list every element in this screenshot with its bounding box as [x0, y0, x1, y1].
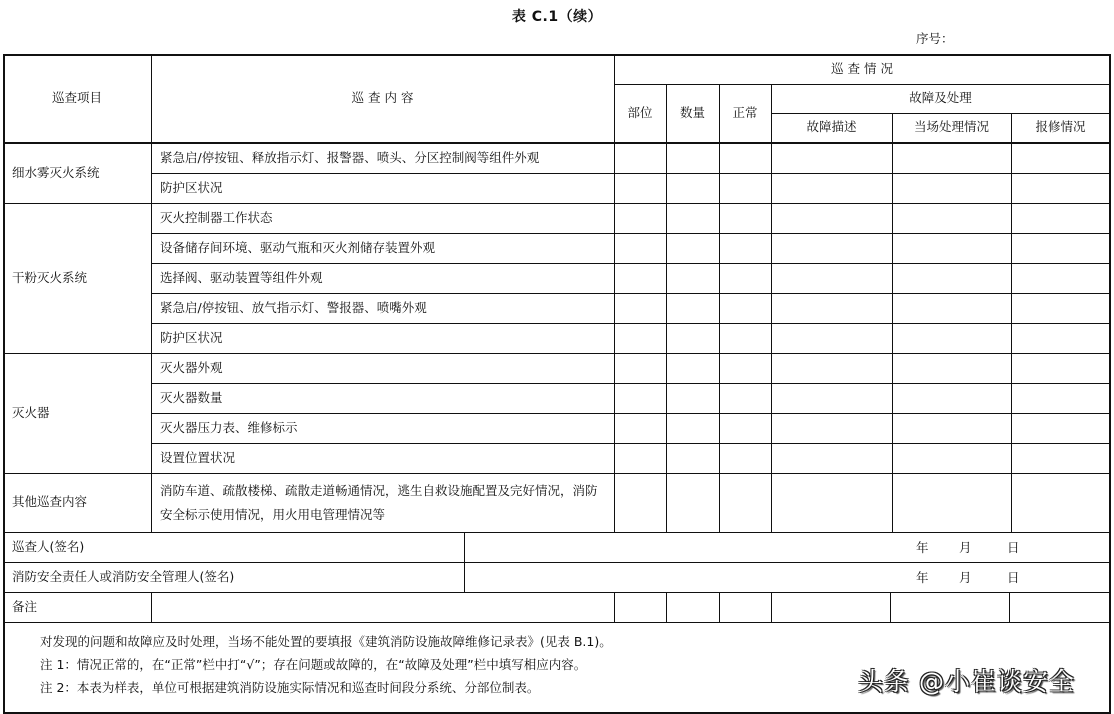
- divider: [890, 592, 891, 622]
- divider: [666, 592, 667, 622]
- inspection-row: 防护区状况: [160, 179, 223, 195]
- remarks-label: 备注: [12, 598, 38, 614]
- divider: [771, 84, 772, 532]
- group-fire-extinguisher: 灭火器: [12, 404, 50, 420]
- inspection-row: 灭火器压力表、维修标示: [160, 419, 298, 435]
- inspector-signature-label: 巡查人(签名): [12, 538, 85, 554]
- header-inspection-status: 巡 查 情 况: [831, 60, 893, 76]
- group-other-inspection: 其他巡查内容: [12, 494, 88, 510]
- group-dry-powder-system: 干粉灭火系统: [12, 269, 88, 285]
- inspection-row: 设备储存间环境、驱动气瓶和灭火剂储存装置外观: [160, 239, 436, 255]
- header-onsite-handling: 当场处理情况: [913, 119, 989, 135]
- inspection-row: 防护区状况: [160, 329, 223, 345]
- manager-date: [916, 568, 1020, 586]
- header-inspection-content: 巡 查 内 容: [351, 89, 414, 105]
- header-quantity: 数量: [679, 104, 705, 120]
- group-water-mist-system: 细水雾灭火系统: [12, 164, 100, 180]
- watermark: 头条 @小崔谈安全: [858, 667, 1075, 696]
- day-label: 日: [1007, 570, 1020, 585]
- divider: [771, 592, 772, 622]
- month-label: 月: [959, 540, 972, 555]
- remarks-field[interactable]: [151, 592, 614, 622]
- serial-number-label: 序号：: [916, 31, 954, 46]
- day-label: 日: [1007, 540, 1020, 555]
- divider: [614, 592, 615, 622]
- header-fault-description: 故障描述: [806, 119, 857, 135]
- note-2: 注 2：本表为样表，单位可根据建筑消防设施实际情况和巡查时间段分系统、分部位制表。: [40, 680, 540, 695]
- manager-signature-label: 消防安全责任人或消防安全管理人(签名): [12, 568, 235, 584]
- divider: [719, 592, 720, 622]
- inspection-row: 灭火控制器工作状态: [160, 209, 273, 225]
- header-fault-handling: 故障及处理: [909, 90, 972, 106]
- inspection-row: 灭火器数量: [160, 389, 223, 405]
- inspection-row: 紧急启/停按钮、释放指示灯、报警器、喷头、分区控制阀等组件外观: [160, 149, 540, 165]
- inspector-date: [916, 538, 1020, 556]
- inspection-row: 灭火器外观: [160, 359, 223, 375]
- inspection-row: 选择阀、驱动装置等组件外观: [160, 269, 323, 285]
- table-title: 表 C.1（续）: [511, 9, 603, 25]
- year-label: 年: [916, 540, 929, 555]
- divider: [719, 84, 720, 532]
- divider: [1009, 592, 1010, 622]
- notes-section: [40, 630, 612, 699]
- header-normal: 正常: [732, 104, 758, 120]
- note-general: 对发现的问题和故障应及时处理，当场不能处置的要填报《建筑消防设施故障维修记录表》(见表 B.1)。: [40, 634, 612, 649]
- year-label: 年: [916, 570, 929, 585]
- month-label: 月: [959, 570, 972, 585]
- divider: [3, 622, 1111, 623]
- inspection-row: 设置位置状况: [160, 449, 236, 465]
- header-location: 部位: [627, 104, 653, 120]
- note-1: 注 1：情况正常的，在“正常”栏中打“√”；存在问题或故障的，在“故障及处理”栏中填写相应内容。: [40, 657, 587, 672]
- header-repair-report: 报修情况: [1035, 119, 1086, 135]
- inspection-row: 紧急启/停按钮、放气指示灯、警报器、喷嘴外观: [160, 299, 427, 315]
- inspection-row: 消防车道、疏散楼梯、疏散走道畅通情况，逃生自救设施配置及完好情况，消防安全标示使用情况，用火用电管理情况等: [160, 482, 598, 522]
- divider: [666, 84, 667, 532]
- header-inspection-item: 巡查项目: [51, 89, 102, 105]
